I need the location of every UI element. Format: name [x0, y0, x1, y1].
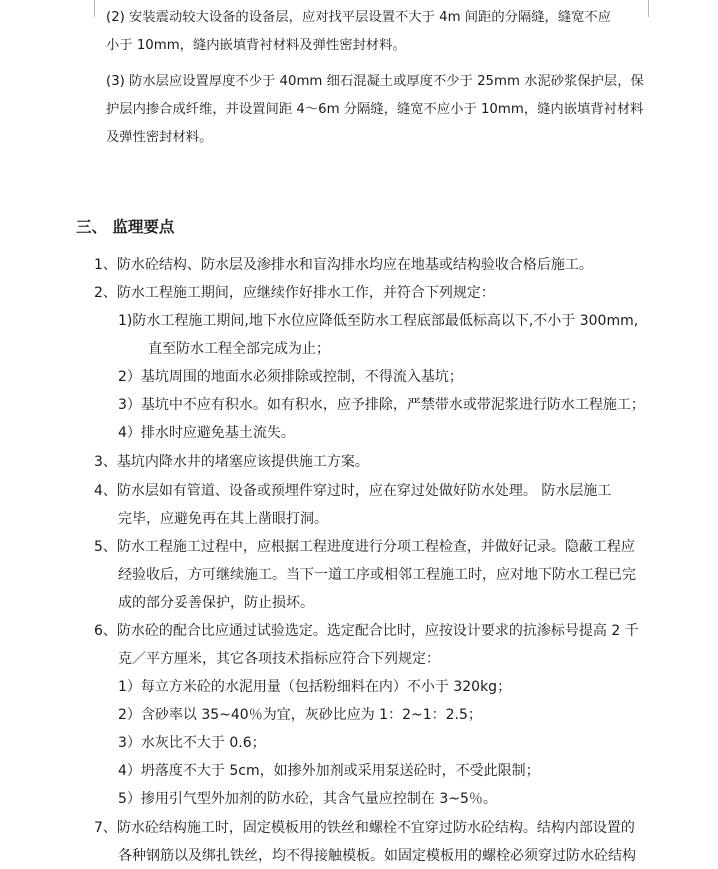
- list-item: 6、防水砼的配合比应通过试验选定。选定配合比时，应按设计要求的抗渗标号提高 2 千: [94, 623, 639, 639]
- sub-list-item: 4）坍落度不大于 5cm，如掺外加剂或采用泵送砼时，不受此限制；: [118, 763, 540, 779]
- sub-list-item-continued: 直至防水工程全部完成为止；: [148, 341, 330, 357]
- sub-list-item: 4）排水时应避免基土流失。: [118, 425, 295, 441]
- sub-list-item: 3）水灰比不大于 0.6；: [118, 735, 266, 751]
- list-item: 5、防水工程施工过程中，应根据工程进度进行分项工程检查，并做好记录。隐蔽工程应: [94, 539, 635, 555]
- sub-list-item: 5）掺用引气型外加剂的防水砼，其含气量应控制在 3~5％。: [118, 791, 497, 807]
- sub-list-item: 3）基坑中不应有积水。如有积水，应予排除，严禁带水或带泥浆进行防水工程施工；: [118, 397, 645, 413]
- section-heading: 三、 监理要点: [76, 218, 175, 236]
- list-item: 2、防水工程施工期间，应继续作好排水工作，并符合下列规定：: [94, 285, 495, 301]
- paragraph-line: (2) 安装震动较大设备的设备层，应对找平层设置不大于 4m 间距的分隔缝，缝宽不应: [106, 10, 612, 25]
- list-item-continued: 各种钢筋以及绑扎铁丝，均不得接触模板。如固定模板用的螺栓必须穿过防水砼结构: [118, 848, 636, 864]
- sub-list-item: 1)防水工程施工期间,地下水位应降低至防水工程底部最低标高以下,不小于 300mm,: [118, 313, 639, 329]
- sub-list-item: 1）每立方米砼的水泥用量（包括粉细料在内）不小于 320kg；: [118, 679, 512, 695]
- paragraph-line: 及弹性密封材料。: [106, 130, 213, 145]
- list-item-continued: 成的部分妥善保护，防止损坏。: [118, 595, 314, 611]
- list-item-continued: 经验收后，方可继续施工。当下一道工序或相邻工程施工时，应对地下防水工程已完: [118, 567, 636, 583]
- list-item: 4、防水层如有管道、设备或预埋件穿过时，应在穿过处做好防水处理。 防水层施工: [94, 483, 612, 499]
- sub-list-item: 2）含砂率以 35~40％为宜，灰砂比应为 1：2~1：2.5；: [118, 707, 482, 723]
- list-item: 3、基坑内降水井的堵塞应该提供施工方案。: [94, 454, 369, 470]
- list-item: 7、防水砼结构施工时，固定模板用的铁丝和螺栓不宜穿过防水砼结构。结构内部设置的: [94, 820, 635, 836]
- paragraph-line: 小于 10mm，缝内嵌填背衬材料及弹性密封材料。: [106, 38, 406, 53]
- sub-list-item: 2）基坑周围的地面水必须排除或控制，不得流入基坑；: [118, 369, 463, 385]
- paragraph-line: (3) 防水层应设置厚度不少于 40mm 细石混凝土或厚度不少于 25mm 水泥砂浆保护层，保: [106, 74, 644, 89]
- list-item: 1、防水砼结构、防水层及渗排水和盲沟排水均应在地基或结构验收合格后施工。: [94, 257, 593, 273]
- list-item-continued: 克／平方厘米，其它各项技术指标应符合下列规定：: [118, 651, 440, 667]
- page-corner-mark-right: [648, 0, 667, 17]
- paragraph-line: 护层内掺合成纤维，并设置间距 4～6m 分隔缝，缝宽不应小于 10mm，缝内嵌填背衬材料: [106, 102, 644, 117]
- page-corner-mark-left: [76, 0, 95, 17]
- list-item-continued: 完毕，应避免再在其上凿眼打洞。: [118, 511, 328, 527]
